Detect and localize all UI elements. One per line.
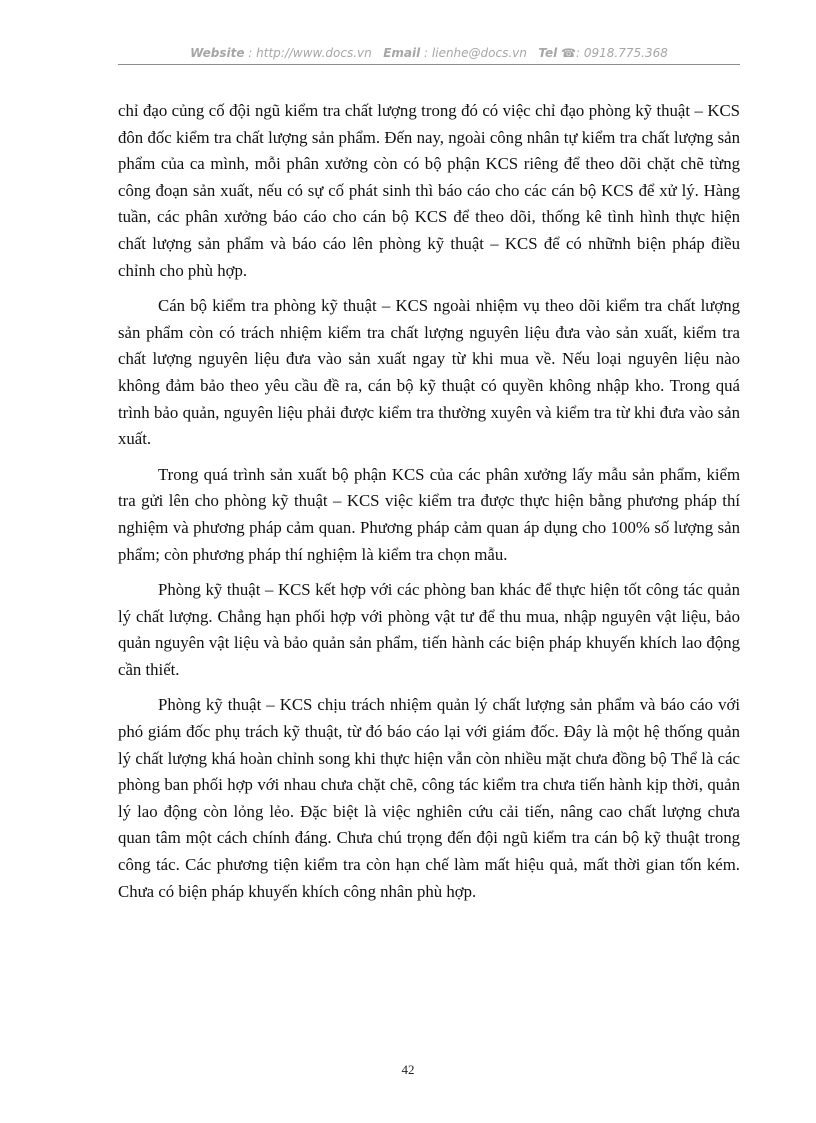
tel-label: Tel <box>538 46 558 60</box>
tel-value: : 0918.775.368 <box>576 46 668 60</box>
paragraph-3: Trong quá trình sản xuất bộ phận KCS của các phân xưởng lấy mẫu sản phẩm, kiểm tra gửi lên cho phòng kỹ thuật – KCS việc kiểm tra được thực hiện bằng phương pháp thí nghiệm và phương pháp cảm quan. Phương pháp cảm quan áp dụng cho 100% số lượng sản phẩm; còn phương pháp thí nghiệm là kiểm tra chọn mẫu. <box>118 464 740 564</box>
paragraph-2: Cán bộ kiểm tra phòng kỹ thuật – KCS ngoài nhiệm vụ theo dõi kiểm tra chất lượng sản phẩm còn có trách nhiệm kiểm tra chất lượng nguyên liệu đưa vào sản xuất, kiểm tra chất lượng nguyên liệu đưa vào sản xuất ngay từ khi mua về. Nếu loại nguyên liệu nào không đảm bảo theo yêu cầu đề ra, cán bộ kỹ thuật có quyền không nhập kho. Trong quá trình bảo quản, nguyên liệu phải được kiểm tra thường xuyên và kiểm tra từ khi đưa vào sản xuất. <box>118 296 740 449</box>
paragraph-4: Phòng kỹ thuật – KCS kết hợp với các phòng ban khác để thực hiện tốt công tác quản lý chất lượng. Chẳng hạn phối hợp với phòng vật tư để thu mua, nhập nguyên vật liệu, bảo quản nguyên vật liệu và bảo quản sản phẩm, tiến hành các biện pháp khuyến khích lao động cần thiết. <box>118 580 740 679</box>
phone-icon: ☎ <box>561 46 577 60</box>
email-value: : lienhe@docs.vn <box>424 46 527 60</box>
website-value: : http://www.docs.vn <box>248 46 372 60</box>
website-label: Website <box>190 46 245 60</box>
paragraph-5: Phòng kỹ thuật – KCS chịu trách nhiệm quản lý chất lượng sản phẩm và báo cáo với phó giám đốc phụ trách kỹ thuật, từ đó báo cáo lại với giám đốc. Đây là một hệ thống quản lý chất lượng khá hoàn chỉnh song khi thực hiện vẫn còn nhiều mặt chưa đồng bộ Thể là các phòng ban phối hợp với nhau chưa chặt chẽ, công tác kiểm tra chưa tiến hành kịp thời, quản lý lao động còn lỏng lẻo. Đặc biệt là việc nghiên cứu cải tiến, nâng cao chất lượng chưa quan tâm một cách chính đáng. Chưa chú trọng đến đội ngũ kiểm tra cán bộ kỹ thuật trong công tác. Các phương tiện kiểm tra còn hạn chế làm mất hiệu quả, mất thời gian tốn kém. Chưa có biện pháp khuyến khích công nhân phù hợp. <box>118 695 740 901</box>
header-divider <box>118 64 740 65</box>
email-label: Email <box>383 46 421 60</box>
page-header <box>118 44 740 64</box>
paragraph-1: chỉ đạo củng cố đội ngũ kiểm tra chất lượng trong đó có việc chỉ đạo phòng kỹ thuật – KCS đôn đốc kiểm tra chất lượng sản phẩm. Đến nay, ngoài công nhân tự kiểm tra chất lượng sản phẩm của ca mình, mỗi phân xưởng còn có bộ phận KCS riêng để theo dõi chặt chẽ từng công đoạn sản xuất, nếu có sự cố phát sinh thì báo cáo cho các cán bộ KCS để xử lý. Hàng tuần, các phân xưởng báo cáo cho cán bộ KCS để theo dõi, thống kê tình hình thực hiện chất lượng sản phẩm và báo cáo lên phòng kỹ thuật – KCS để có nhữnh biện pháp điều chỉnh cho phù hợp. <box>118 101 740 280</box>
document-body <box>118 98 740 914</box>
page-number: 42 <box>401 1062 415 1077</box>
